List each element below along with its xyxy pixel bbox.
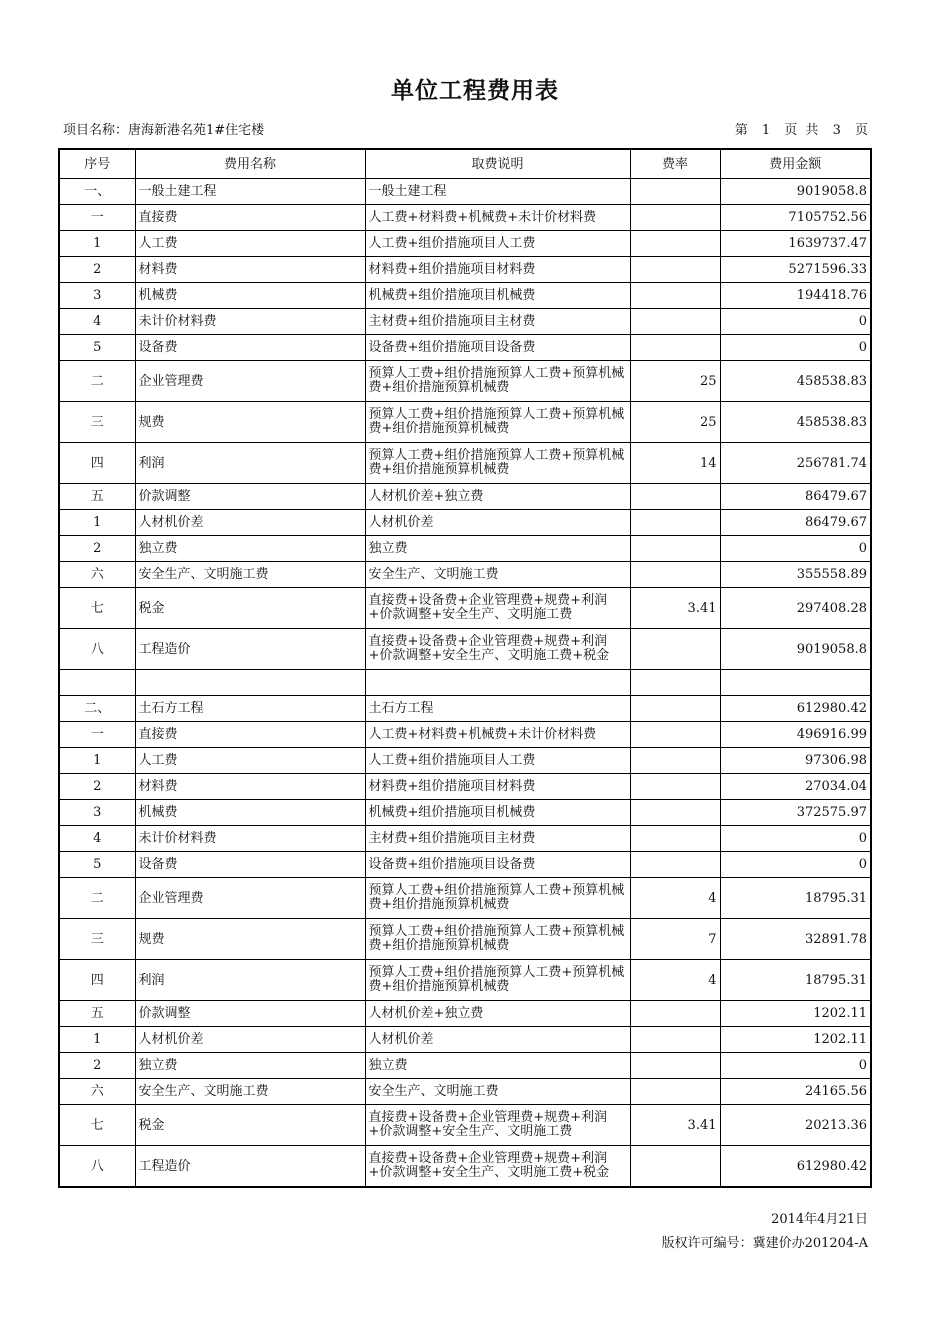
row-rate <box>630 696 720 722</box>
row-amount: 458538.83 <box>720 402 871 443</box>
row-description: 直接费+设备费+企业管理费+规费+利润+价款调整+安全生产、文明施工费+税金 <box>365 629 630 670</box>
row-rate <box>630 1053 720 1079</box>
table-row <box>59 1079 871 1105</box>
table-row <box>59 1105 871 1146</box>
row-name: 土石方工程 <box>135 696 365 722</box>
table-row <box>59 361 871 402</box>
row-rate <box>630 510 720 536</box>
row-name: 机械费 <box>135 800 365 826</box>
header-desc: 取费说明 <box>365 149 630 179</box>
row-rate <box>630 205 720 231</box>
row-amount: 5271596.33 <box>720 257 871 283</box>
row-number: 5 <box>59 852 135 878</box>
row-amount <box>720 670 871 696</box>
table-row <box>59 1053 871 1079</box>
row-description: 人材机价差 <box>365 510 630 536</box>
row-number: 2 <box>59 1053 135 1079</box>
row-rate <box>630 722 720 748</box>
row-amount: 7105752.56 <box>720 205 871 231</box>
row-amount: 86479.67 <box>720 484 871 510</box>
row-description: 直接费+设备费+企业管理费+规费+利润+价款调整+安全生产、文明施工费+税金 <box>365 1146 630 1188</box>
row-rate <box>630 231 720 257</box>
table-row <box>59 536 871 562</box>
row-rate: 3.41 <box>630 1105 720 1146</box>
table-row <box>59 443 871 484</box>
row-number: 2 <box>59 257 135 283</box>
row-rate <box>630 1146 720 1188</box>
row-name: 人工费 <box>135 231 365 257</box>
row-description: 人工费+材料费+机械费+未计价材料费 <box>365 205 630 231</box>
header-rate: 费率 <box>630 149 720 179</box>
row-amount: 0 <box>720 536 871 562</box>
row-number: 4 <box>59 309 135 335</box>
table-row <box>59 510 871 536</box>
row-name <box>135 670 365 696</box>
row-number: 七 <box>59 588 135 629</box>
row-description: 安全生产、文明施工费 <box>365 1079 630 1105</box>
row-amount: 97306.98 <box>720 748 871 774</box>
page-prefix: 第 <box>734 123 748 138</box>
row-description: 预算人工费+组价措施预算人工费+预算机械费+组价措施预算机械费 <box>365 443 630 484</box>
row-rate <box>630 562 720 588</box>
table-row <box>59 1027 871 1053</box>
row-number: 2 <box>59 774 135 800</box>
row-number: 四 <box>59 960 135 1001</box>
table-row <box>59 919 871 960</box>
row-description: 预算人工费+组价措施预算人工费+预算机械费+组价措施预算机械费 <box>365 960 630 1001</box>
row-rate: 25 <box>630 361 720 402</box>
row-rate <box>630 1027 720 1053</box>
row-rate <box>630 283 720 309</box>
row-number: 一、 <box>59 179 135 205</box>
row-number: 三 <box>59 919 135 960</box>
row-number: 1 <box>59 1027 135 1053</box>
table-row <box>59 309 871 335</box>
row-description: 人工费+材料费+机械费+未计价材料费 <box>365 722 630 748</box>
page-total: 3 <box>832 123 841 138</box>
table-row <box>59 629 871 670</box>
row-amount: 27034.04 <box>720 774 871 800</box>
row-amount: 194418.76 <box>720 283 871 309</box>
row-number: 五 <box>59 1001 135 1027</box>
page-suffix: 页 <box>854 123 868 138</box>
row-amount: 32891.78 <box>720 919 871 960</box>
row-number: 一 <box>59 722 135 748</box>
row-amount: 297408.28 <box>720 588 871 629</box>
row-amount: 0 <box>720 1053 871 1079</box>
row-description: 一般土建工程 <box>365 179 630 205</box>
page-mid: 页 共 <box>784 123 819 138</box>
table-row <box>59 562 871 588</box>
row-number: 四 <box>59 443 135 484</box>
row-rate <box>630 800 720 826</box>
table-row <box>59 774 871 800</box>
row-amount: 458538.83 <box>720 361 871 402</box>
header-no: 序号 <box>59 149 135 179</box>
row-name: 价款调整 <box>135 484 365 510</box>
row-rate: 7 <box>630 919 720 960</box>
row-amount: 0 <box>720 826 871 852</box>
row-rate <box>630 1001 720 1027</box>
row-rate <box>630 309 720 335</box>
row-name: 设备费 <box>135 852 365 878</box>
table-row <box>59 826 871 852</box>
row-rate <box>630 774 720 800</box>
row-number: 1 <box>59 510 135 536</box>
row-rate: 4 <box>630 960 720 1001</box>
row-name: 税金 <box>135 1105 365 1146</box>
row-name: 规费 <box>135 919 365 960</box>
row-name: 未计价材料费 <box>135 826 365 852</box>
row-number: 3 <box>59 800 135 826</box>
row-name: 独立费 <box>135 536 365 562</box>
row-name: 利润 <box>135 960 365 1001</box>
row-number: 一 <box>59 205 135 231</box>
row-description: 安全生产、文明施工费 <box>365 562 630 588</box>
table-row <box>59 335 871 361</box>
table-row <box>59 205 871 231</box>
row-amount: 9019058.8 <box>720 629 871 670</box>
table-row <box>59 852 871 878</box>
row-rate <box>630 257 720 283</box>
row-name: 税金 <box>135 588 365 629</box>
table-row <box>59 231 871 257</box>
row-description: 主材费+组价措施项目主材费 <box>365 309 630 335</box>
row-number: 六 <box>59 562 135 588</box>
row-name: 材料费 <box>135 774 365 800</box>
page-current: 1 <box>761 123 771 138</box>
header-name: 费用名称 <box>135 149 365 179</box>
row-description: 设备费+组价措施项目设备费 <box>365 852 630 878</box>
row-name: 工程造价 <box>135 1146 365 1188</box>
table-row <box>59 748 871 774</box>
table-row <box>59 588 871 629</box>
row-name: 直接费 <box>135 205 365 231</box>
row-number: 5 <box>59 335 135 361</box>
row-name: 规费 <box>135 402 365 443</box>
table-row <box>59 283 871 309</box>
row-amount: 0 <box>720 852 871 878</box>
row-name: 一般土建工程 <box>135 179 365 205</box>
row-rate <box>630 670 720 696</box>
table-row <box>59 878 871 919</box>
row-amount: 1202.11 <box>720 1027 871 1053</box>
row-description: 预算人工费+组价措施预算人工费+预算机械费+组价措施预算机械费 <box>365 361 630 402</box>
table-row <box>59 800 871 826</box>
row-number: 五 <box>59 484 135 510</box>
row-rate <box>630 629 720 670</box>
row-number: 二 <box>59 878 135 919</box>
row-number: 二、 <box>59 696 135 722</box>
row-amount: 496916.99 <box>720 722 871 748</box>
row-name: 利润 <box>135 443 365 484</box>
row-name: 安全生产、文明施工费 <box>135 1079 365 1105</box>
row-number: 六 <box>59 1079 135 1105</box>
table-row <box>59 257 871 283</box>
row-description: 机械费+组价措施项目机械费 <box>365 283 630 309</box>
row-description: 机械费+组价措施项目机械费 <box>365 800 630 826</box>
table-row <box>59 722 871 748</box>
table-header-row <box>59 149 871 179</box>
row-amount: 86479.67 <box>720 510 871 536</box>
row-rate: 14 <box>630 443 720 484</box>
row-rate: 3.41 <box>630 588 720 629</box>
row-name: 独立费 <box>135 1053 365 1079</box>
cost-table <box>58 148 872 1188</box>
row-description: 人材机价差+独立费 <box>365 1001 630 1027</box>
row-description: 预算人工费+组价措施预算人工费+预算机械费+组价措施预算机械费 <box>365 878 630 919</box>
license-number: 版权许可编号：冀建价办201204-A <box>661 1236 868 1251</box>
row-number: 4 <box>59 826 135 852</box>
row-amount: 9019058.8 <box>720 179 871 205</box>
row-amount: 1639737.47 <box>720 231 871 257</box>
row-rate <box>630 335 720 361</box>
row-rate <box>630 852 720 878</box>
row-amount: 18795.31 <box>720 878 871 919</box>
row-name: 工程造价 <box>135 629 365 670</box>
row-name: 机械费 <box>135 283 365 309</box>
row-description: 人材机价差 <box>365 1027 630 1053</box>
row-amount: 612980.42 <box>720 1146 871 1188</box>
row-rate <box>630 536 720 562</box>
row-amount: 612980.42 <box>720 696 871 722</box>
table-row <box>59 670 871 696</box>
row-name: 安全生产、文明施工费 <box>135 562 365 588</box>
table-row <box>59 484 871 510</box>
row-description: 材料费+组价措施项目材料费 <box>365 257 630 283</box>
row-amount: 0 <box>720 335 871 361</box>
row-number: 1 <box>59 231 135 257</box>
table-row <box>59 402 871 443</box>
row-description: 设备费+组价措施项目设备费 <box>365 335 630 361</box>
row-number: 2 <box>59 536 135 562</box>
row-number: 七 <box>59 1105 135 1146</box>
row-name: 人材机价差 <box>135 510 365 536</box>
row-number <box>59 670 135 696</box>
row-description: 人工费+组价措施项目人工费 <box>365 231 630 257</box>
row-amount: 24165.56 <box>720 1079 871 1105</box>
project-name: 项目名称：唐海新港名苑1#住宅楼 <box>63 123 265 138</box>
row-amount: 20213.36 <box>720 1105 871 1146</box>
row-amount: 256781.74 <box>720 443 871 484</box>
row-rate <box>630 748 720 774</box>
header-amount: 费用金额 <box>720 149 871 179</box>
row-rate: 25 <box>630 402 720 443</box>
row-number: 1 <box>59 748 135 774</box>
row-description: 独立费 <box>365 1053 630 1079</box>
table-row <box>59 1146 871 1188</box>
row-number: 三 <box>59 402 135 443</box>
row-rate: 4 <box>630 878 720 919</box>
row-description: 预算人工费+组价措施预算人工费+预算机械费+组价措施预算机械费 <box>365 919 630 960</box>
row-number: 八 <box>59 1146 135 1188</box>
table-row <box>59 696 871 722</box>
row-description: 土石方工程 <box>365 696 630 722</box>
row-name: 材料费 <box>135 257 365 283</box>
row-name: 企业管理费 <box>135 361 365 402</box>
row-name: 人工费 <box>135 748 365 774</box>
table-row <box>59 1001 871 1027</box>
row-name: 未计价材料费 <box>135 309 365 335</box>
row-name: 设备费 <box>135 335 365 361</box>
row-description: 主材费+组价措施项目主材费 <box>365 826 630 852</box>
row-amount: 372575.97 <box>720 800 871 826</box>
row-description: 直接费+设备费+企业管理费+规费+利润+价款调整+安全生产、文明施工费 <box>365 1105 630 1146</box>
row-description: 人工费+组价措施项目人工费 <box>365 748 630 774</box>
row-amount: 355558.89 <box>720 562 871 588</box>
row-description: 人材机价差+独立费 <box>365 484 630 510</box>
row-name: 企业管理费 <box>135 878 365 919</box>
row-description: 材料费+组价措施项目材料费 <box>365 774 630 800</box>
page-indicator <box>729 119 868 138</box>
report-date: 2014年4月21日 <box>771 1212 868 1227</box>
row-number: 3 <box>59 283 135 309</box>
row-number: 八 <box>59 629 135 670</box>
row-description: 独立费 <box>365 536 630 562</box>
page-title: 单位工程费用表 <box>391 78 559 104</box>
row-description: 直接费+设备费+企业管理费+规费+利润+价款调整+安全生产、文明施工费 <box>365 588 630 629</box>
row-description <box>365 670 630 696</box>
row-number: 二 <box>59 361 135 402</box>
row-amount: 0 <box>720 309 871 335</box>
row-amount: 18795.31 <box>720 960 871 1001</box>
table-row <box>59 960 871 1001</box>
row-name: 价款调整 <box>135 1001 365 1027</box>
row-description: 预算人工费+组价措施预算人工费+预算机械费+组价措施预算机械费 <box>365 402 630 443</box>
row-name: 人材机价差 <box>135 1027 365 1053</box>
row-amount: 1202.11 <box>720 1001 871 1027</box>
row-rate <box>630 484 720 510</box>
table-row <box>59 179 871 205</box>
row-rate <box>630 179 720 205</box>
row-rate <box>630 826 720 852</box>
row-name: 直接费 <box>135 722 365 748</box>
row-rate <box>630 1079 720 1105</box>
